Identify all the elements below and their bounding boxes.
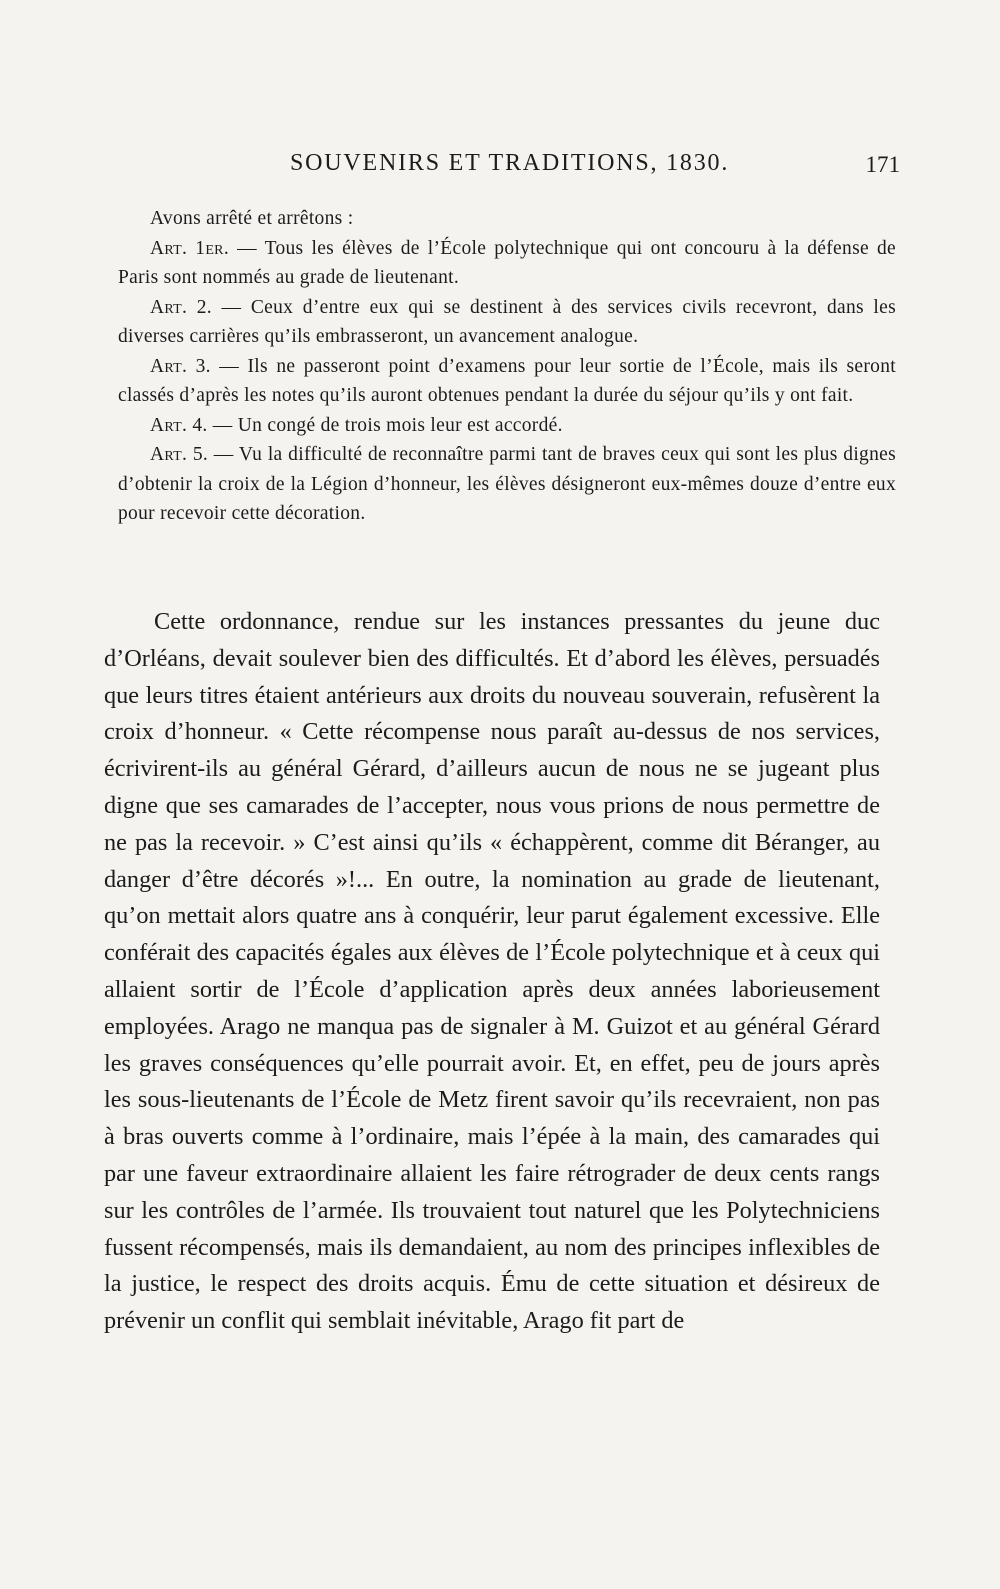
article-text: — Ceux d’entre eux qui se destinent à des services civils recevront, dans les diverses carrières qu’ils embrasseront, un avancement analogue. [118,296,896,347]
page-number: 171 [865,152,900,177]
article-text: — Tous les élèves de l’École polytechnique qui ont concouru à la défense de Paris sont nommés au grade de lieutenant. [118,237,896,288]
article-1 [118,234,896,293]
article-5 [118,440,896,529]
article-text: — Un congé de trois mois leur est accordé. [212,414,563,436]
running-title: SOUVENIRS ET TRADITIONS, 1830. [290,150,730,176]
body-text [104,604,880,1340]
ordinance-block [118,204,896,529]
ordinance-preamble: Avons arrêté et arrêtons : [150,208,354,229]
article-4 [118,411,896,441]
article-2 [118,293,896,352]
article-label: Art. 2. [150,296,212,318]
article-label: Art. 1er. [150,237,229,259]
article-text: — Vu la difficulté de reconnaître parmi tant de braves ceux qui sont les plus dignes d’obtenir la croix de la Légion d’honneur, les élèves désigneront eux-mêmes douze d’entre eux pour recevoir cette décoration. [118,444,896,524]
article-label: Art. 4. [150,414,208,436]
article-text: — Ils ne passeront point d’examens pour leur sortie de l’École, mais ils seront classés d’après les notes qu’ils auront obtenues pendant la durée du séjour qu’ils y ont fait. [118,355,896,406]
article-label: Art. 5. [150,444,209,465]
article-label: Art. 3. [150,355,211,377]
page-header [110,150,900,186]
article-3 [118,352,896,411]
body-paragraph: Cette ordonnance, rendue sur les instances pressantes du jeune duc d’Orléans, devait soulever bien des difficultés. Et d’abord les élèves, persuadés que leurs titres étaient antérieurs aux droits du nouveau souverain, refusèrent la croix d’honneur. « Cette récompense nous paraît au-dessus de nos services, écrivirent-ils au général Gérard, d’ailleurs aucun de nous ne se jugeant plus digne que ses camarades de l’accepter, nous vous prions de nous permettre de ne pas la recevoir. » C’est ainsi qu’ils « échappèrent, comme dit Béranger, au danger d’être décorés »!... En outre, la nomination au grade de lieutenant, qu’on mettait alors quatre ans à conquérir, leur parut également excessive. Elle conférait des capacités égales aux élèves de l’École polytechnique et à ceux qui allaient sortir de l’École d’application après deux années laborieusement employées. Arago ne manqua pas de signaler à M. Guizot et au général Gérard les graves conséquences qu’elle pourrait avoir. Et, en effet, peu de jours après les sous-lieutenants de l’École de Metz firent savoir qu’ils recevraient, non pas à bras ouverts comme à l’ordinaire, mais l’épée à la main, des camarades qui par une faveur extraordinaire allaient les faire rétrograder de deux cents rangs sur les contrôles de l’armée. Ils trouvaient tout naturel que les Polytechniciens fussent récompensés, mais ils demandaient, au nom des principes inflexibles de la justice, le respect des droits acquis. Ému de cette situation et désireux de prévenir un conflit qui semblait inévitable, Arago fit part de [104,608,880,1335]
